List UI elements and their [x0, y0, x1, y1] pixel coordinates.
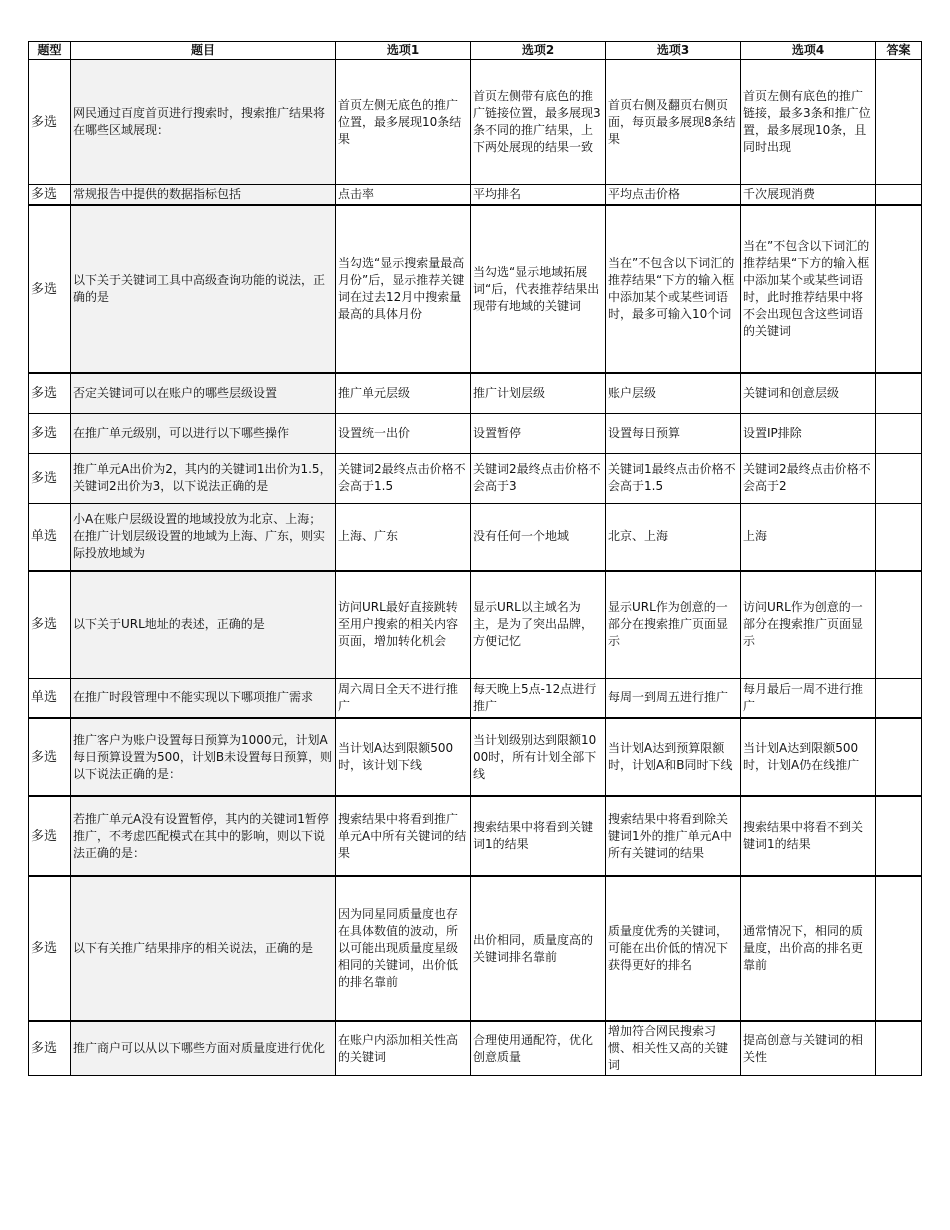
answer-cell: [876, 413, 922, 453]
answer-cell: [876, 503, 922, 571]
header-option-2: 选项2: [471, 42, 606, 60]
question-row: [29, 373, 922, 413]
option-3: 首页右侧及翻页右侧页面，每页最多展现8条结果: [606, 60, 741, 185]
option-2: 搜索结果中将看到关键词1的结果: [471, 796, 606, 876]
question-type: 多选: [29, 60, 71, 185]
question-type: 多选: [29, 205, 71, 373]
option-2: 当勾选“显示地域拓展词“后，代表推荐结果出现带有地域的关键词: [471, 205, 606, 373]
question-type: 多选: [29, 571, 71, 678]
option-4: 访问URL作为创意的一部分在搜索推广页面显示: [741, 571, 876, 678]
option-1: 首页左侧无底色的推广位置，最多展现10条结果: [336, 60, 471, 185]
question-type: 多选: [29, 413, 71, 453]
question-text: 以下关于关键词工具中高级查询功能的说法，正确的是: [71, 205, 336, 373]
answer-cell: [876, 185, 922, 206]
option-3: 显示URL作为创意的一部分在搜索推广页面显示: [606, 571, 741, 678]
option-4: 搜索结果中将看不到关键词1的结果: [741, 796, 876, 876]
option-4: 设置IP排除: [741, 413, 876, 453]
question-text: 小A在账户层级设置的地域投放为北京、上海；在推广计划层级设置的地域为上海、广东，则实际投放地域为: [71, 503, 336, 571]
question-row: [29, 453, 922, 503]
option-2: 设置暂停: [471, 413, 606, 453]
option-3: 每周一到周五进行推广: [606, 678, 741, 718]
answer-cell: [876, 678, 922, 718]
answer-cell: [876, 876, 922, 1021]
header-question: 题目: [71, 42, 336, 60]
question-text: 推广商户可以从以下哪些方面对质量度进行优化: [71, 1021, 336, 1076]
option-1: 推广单元层级: [336, 373, 471, 413]
question-row: [29, 571, 922, 678]
question-row: [29, 876, 922, 1021]
question-text: 若推广单元A没有设置暂停，其内的关键词1暂停推广，不考虑匹配模式在其中的影响，则以下说法正确的是：: [71, 796, 336, 876]
question-text: 网民通过百度首页进行搜索时，搜索推广结果将在哪些区域展现：: [71, 60, 336, 185]
header-option-1: 选项1: [336, 42, 471, 60]
question-type: 多选: [29, 876, 71, 1021]
header-type: 题型: [29, 42, 71, 60]
option-3: 设置每日预算: [606, 413, 741, 453]
option-3: 账户层级: [606, 373, 741, 413]
option-2: 推广计划层级: [471, 373, 606, 413]
header-option-3: 选项3: [606, 42, 741, 60]
option-4: 当计划A达到限额500时，计划A仍在线推广: [741, 718, 876, 796]
question-text: 推广客户为账户设置每日预算为1000元，计划A每日预算设置为500，计划B未设置每日预算，则以下说法正确的是：: [71, 718, 336, 796]
option-4: 每月最后一周不进行推广: [741, 678, 876, 718]
answer-cell: [876, 205, 922, 373]
option-4: 上海: [741, 503, 876, 571]
question-text: 以下有关推广结果排序的相关说法，正确的是: [71, 876, 336, 1021]
header-answer: 答案: [876, 42, 922, 60]
option-4: 关键词和创意层级: [741, 373, 876, 413]
option-2: 平均排名: [471, 185, 606, 206]
question-text: 推广单元A出价为2，其内的关键词1出价为1.5，关键词2出价为3，以下说法正确的是: [71, 453, 336, 503]
header-option-4: 选项4: [741, 42, 876, 60]
option-2: 显示URL以主域名为主，是为了突出品牌，方便记忆: [471, 571, 606, 678]
option-4: 关键词2最终点击价格不会高于2: [741, 453, 876, 503]
option-2: 出价相同，质量度高的关键词排名靠前: [471, 876, 606, 1021]
question-type: 多选: [29, 453, 71, 503]
option-1: 在账户内添加相关性高的关键词: [336, 1021, 471, 1076]
answer-cell: [876, 1021, 922, 1076]
question-type: 单选: [29, 678, 71, 718]
option-4: 当在”不包含以下词汇的推荐结果“下方的输入框中添加某个或某些词语时，此时推荐结果中将不会出现包含这些词语的关键词: [741, 205, 876, 373]
question-type: 单选: [29, 503, 71, 571]
question-type: 多选: [29, 1021, 71, 1076]
question-row: [29, 413, 922, 453]
answer-cell: [876, 373, 922, 413]
option-3: 增加符合网民搜索习惯、相关性又高的关键词: [606, 1021, 741, 1076]
option-2: 关键词2最终点击价格不会高于3: [471, 453, 606, 503]
option-4: 首页左侧有底色的推广链接，最多3条和推广位置，最多展现10条，且同时出现: [741, 60, 876, 185]
option-1: 当勾选“显示搜索量最高月份”后，显示推荐关键词在过去12月中搜索量最高的具体月份: [336, 205, 471, 373]
option-3: 质量度优秀的关键词，可能在出价低的情况下获得更好的排名: [606, 876, 741, 1021]
option-3: 平均点击价格: [606, 185, 741, 206]
question-row: [29, 796, 922, 876]
question-type: 多选: [29, 718, 71, 796]
option-1: 关键词2最终点击价格不会高于1.5: [336, 453, 471, 503]
option-1: 因为同星同质量度也存在具体数值的波动，所以可能出现质量度星级相同的关键词，出价低的排名靠前: [336, 876, 471, 1021]
option-1: 搜索结果中将看到推广单元A中所有关键词的结果: [336, 796, 471, 876]
question-type: 多选: [29, 796, 71, 876]
question-text: 在推广单元级别，可以进行以下哪些操作: [71, 413, 336, 453]
question-text: 常规报告中提供的数据指标包括: [71, 185, 336, 206]
question-row: [29, 1021, 922, 1076]
question-type: 多选: [29, 185, 71, 206]
question-row: [29, 718, 922, 796]
option-3: 搜索结果中将看到除关键词1外的推广单元A中所有关键词的结果: [606, 796, 741, 876]
answer-cell: [876, 718, 922, 796]
option-3: 当计划A达到预算限额时，计划A和B同时下线: [606, 718, 741, 796]
question-type: 多选: [29, 373, 71, 413]
option-1: 当计划A达到限额500时，该计划下线: [336, 718, 471, 796]
question-row: [29, 60, 922, 185]
question-text: 否定关键词可以在账户的哪些层级设置: [71, 373, 336, 413]
option-4: 提高创意与关键词的相关性: [741, 1021, 876, 1076]
option-1: 周六周日全天不进行推广: [336, 678, 471, 718]
option-1: 设置统一出价: [336, 413, 471, 453]
question-text: 在推广时段管理中不能实现以下哪项推广需求: [71, 678, 336, 718]
option-1: 点击率: [336, 185, 471, 206]
header-row: [29, 42, 922, 60]
option-3: 当在”不包含以下词汇的推荐结果“下方的输入框中添加某个或某些词语时，最多可输入10个词: [606, 205, 741, 373]
option-2: 合理使用通配符，优化创意质量: [471, 1021, 606, 1076]
question-row: [29, 503, 922, 571]
option-2: 每天晚上5点-12点进行推广: [471, 678, 606, 718]
answer-cell: [876, 796, 922, 876]
question-row: [29, 185, 922, 206]
answer-cell: [876, 453, 922, 503]
option-3: 北京、上海: [606, 503, 741, 571]
option-4: 通常情况下，相同的质量度，出价高的排名更靠前: [741, 876, 876, 1021]
option-2: 当计划级别达到限额1000时，所有计划全部下线: [471, 718, 606, 796]
option-2: 首页左侧带有底色的推广链接位置，最多展现3条不同的推广结果，上下两处展现的结果一致: [471, 60, 606, 185]
question-row: [29, 205, 922, 373]
option-2: 没有任何一个地域: [471, 503, 606, 571]
option-1: 上海、广东: [336, 503, 471, 571]
question-text: 以下关于URL地址的表述，正确的是: [71, 571, 336, 678]
quiz-table: [28, 41, 922, 1076]
question-row: [29, 678, 922, 718]
option-3: 关键词1最终点击价格不会高于1.5: [606, 453, 741, 503]
answer-cell: [876, 571, 922, 678]
option-1: 访问URL最好直接跳转至用户搜索的相关内容页面，增加转化机会: [336, 571, 471, 678]
option-4: 千次展现消费: [741, 185, 876, 206]
answer-cell: [876, 60, 922, 185]
